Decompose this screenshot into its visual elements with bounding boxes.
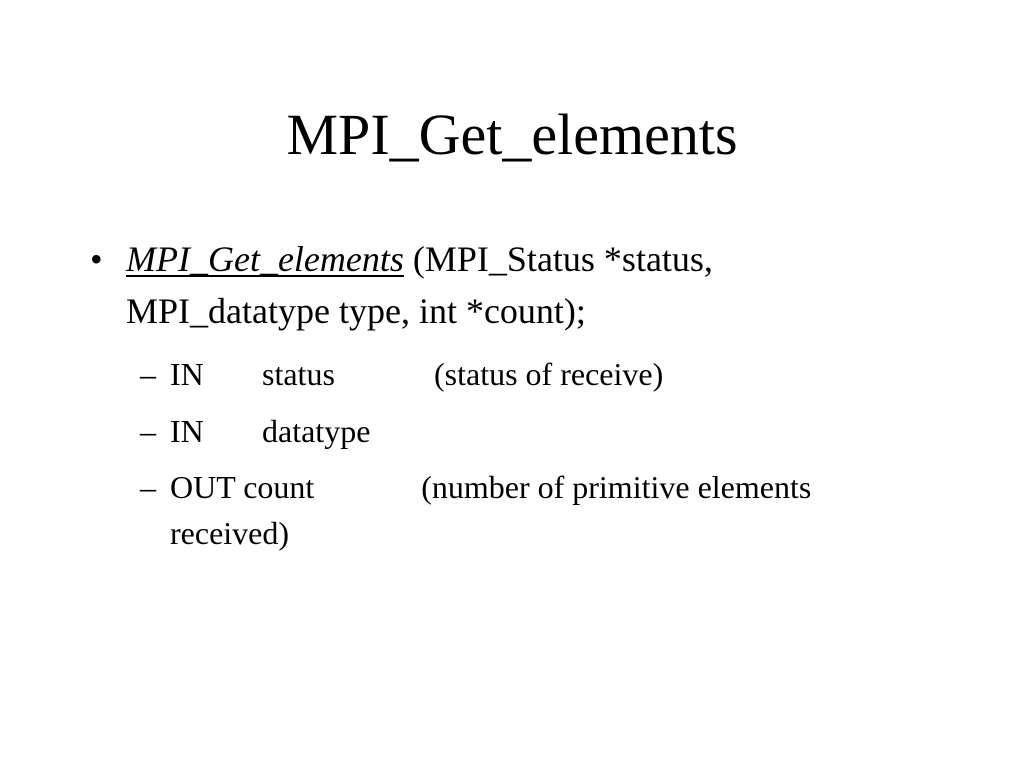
- param-name: status: [262, 356, 335, 392]
- dash-marker: –: [140, 413, 156, 449]
- param-direction: IN: [170, 356, 204, 392]
- param-body: [170, 408, 970, 454]
- dash-marker: –: [140, 356, 156, 392]
- param-name: datatype: [262, 413, 371, 449]
- param-direction: IN: [170, 413, 204, 449]
- param-description: (number of primitive elements: [421, 469, 812, 505]
- signature-line-2: MPI_datatype type, int *count);: [126, 291, 586, 331]
- param-name: count: [243, 469, 315, 505]
- signature-line-1: [126, 233, 946, 285]
- function-signature: [126, 233, 946, 337]
- param-line-2: received): [170, 515, 290, 551]
- dash-marker: –: [140, 469, 156, 505]
- param-line-1: [170, 464, 970, 510]
- param-description: (status of receive): [434, 356, 664, 392]
- param-direction: OUT: [170, 469, 236, 505]
- param-body: [170, 464, 970, 556]
- param-body: [170, 351, 970, 397]
- signature-params-1: (MPI_Status *status,: [403, 239, 713, 279]
- slide-title: MPI_Get_elements: [286, 102, 738, 167]
- function-name: MPI_Get_elements: [126, 239, 404, 279]
- bullet-marker: •: [90, 239, 103, 279]
